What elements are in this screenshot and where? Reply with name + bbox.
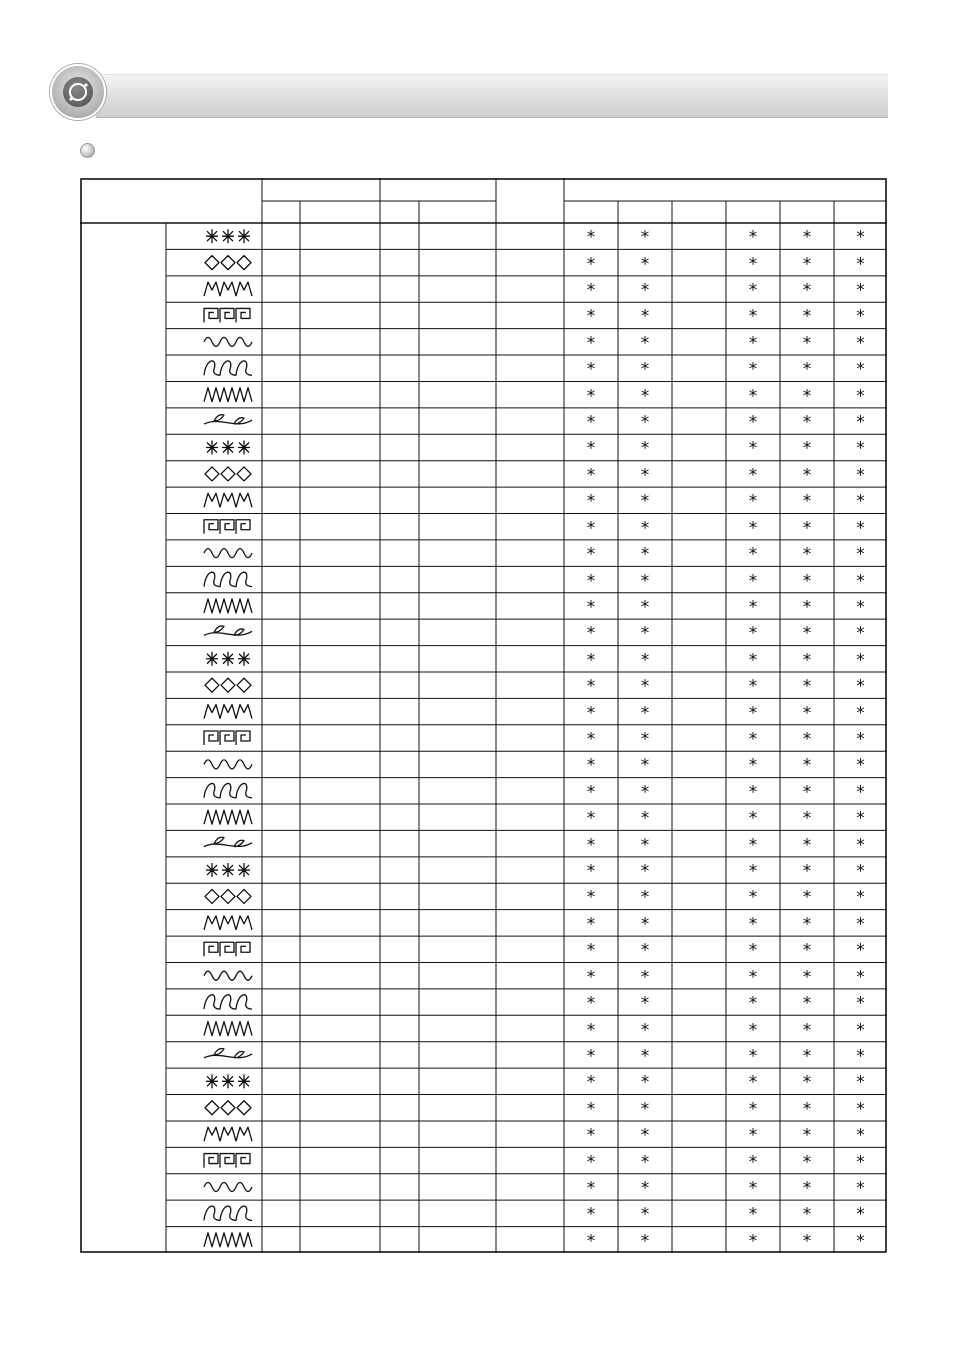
support-marker: * [748,518,758,539]
support-marker: * [640,254,650,275]
support-marker: * [748,623,758,644]
support-marker: * [802,571,812,592]
support-marker: * [586,227,596,248]
stitch-pattern-cell [206,1074,250,1088]
support-marker: * [640,412,650,433]
support-marker: * [748,1231,758,1252]
support-marker: * [856,227,865,248]
support-marker: * [586,491,596,512]
support-marker: * [748,465,758,486]
curl-vine-row-icon [204,1206,252,1220]
support-marker: * [640,861,650,882]
support-marker: * [586,597,596,618]
support-marker: * [748,650,758,671]
stitch-pattern-cell [204,837,252,846]
stitch-pattern-cell [204,995,252,1009]
support-marker: * [856,1125,865,1146]
support-marker: * [640,571,650,592]
support-marker: * [748,438,758,459]
arrow-bow-row-icon [204,942,250,956]
swirl-row-icon [204,731,250,745]
support-marker: * [640,491,650,512]
support-marker: * [640,1152,650,1173]
support-marker: * [802,623,812,644]
stitch-pattern-cell [204,760,252,769]
support-marker: * [856,755,865,776]
support-marker: * [748,703,758,724]
cup-row-icon [204,783,252,797]
support-marker: * [640,835,650,856]
support-marker: * [856,465,865,486]
support-marker: * [586,544,596,565]
stitch-pattern-cell [204,1022,252,1036]
stitch-pattern-cell [204,599,252,613]
support-marker: * [586,1178,596,1199]
stitch-pattern-cell [204,415,252,424]
support-marker: * [802,1046,812,1067]
support-marker: * [748,914,758,935]
support-marker: * [856,729,865,750]
support-marker: * [586,571,596,592]
support-marker: * [586,676,596,697]
stitch-pattern-cell [204,572,252,586]
support-marker: * [856,1072,865,1093]
support-marker: * [856,1152,865,1173]
support-marker: * [856,1204,865,1225]
support-marker: * [802,861,812,882]
support-marker: * [802,333,812,354]
support-marker: * [586,967,596,988]
support-marker: * [586,623,596,644]
support-marker: * [748,306,758,327]
stitch-pattern-cell [204,337,252,346]
support-marker: * [856,597,865,618]
support-marker: * [748,280,758,301]
support-marker: * [640,1178,650,1199]
support-marker: * [856,333,865,354]
cross-stitch-row-icon [204,493,252,507]
support-marker: * [748,1152,758,1173]
support-marker: * [802,1072,812,1093]
support-marker: * [640,306,650,327]
support-marker: * [748,808,758,829]
support-marker: * [586,808,596,829]
support-marker: * [856,254,865,275]
stitch-pattern-cell [205,678,251,692]
support-marker: * [640,544,650,565]
support-marker: * [586,940,596,961]
triangle-row-icon [204,361,252,375]
support-marker: * [748,1020,758,1040]
snowflake-row-icon [206,229,250,243]
support-marker: * [748,333,758,354]
support-marker: * [748,676,758,697]
stitch-pattern-cell [204,1182,252,1191]
stitch-pattern-cell [204,705,252,719]
support-marker: * [640,914,650,935]
support-marker: * [802,1152,812,1173]
support-marker: * [586,306,596,327]
support-marker: * [748,571,758,592]
support-marker: * [640,1046,650,1067]
support-marker: * [748,729,758,750]
support-marker: * [856,782,865,803]
stitch-pattern-cell [206,652,250,666]
greek-key-row-icon [204,415,252,424]
table-border [81,179,886,1252]
support-marker: * [856,1046,865,1067]
support-marker: * [802,887,812,908]
support-marker: * [748,1178,758,1199]
support-marker: * [802,755,812,776]
stitch-pattern-cell [206,863,250,877]
loop-row-icon [204,837,252,846]
support-marker: * [856,518,865,539]
branch-row-icon [204,1022,252,1036]
vine-row-icon [204,760,252,769]
bobbin-icon [63,77,93,107]
support-marker: * [586,1072,596,1093]
support-marker: * [802,782,812,803]
support-marker: * [586,1046,596,1067]
feather-row-icon [204,995,252,1009]
support-marker: * [856,491,865,512]
support-marker: * [748,993,758,1014]
support-marker: * [640,438,650,459]
support-marker: * [640,993,650,1014]
support-marker: * [856,412,865,433]
support-marker: * [856,306,865,327]
support-marker: * [802,940,812,961]
support-marker: * [586,386,596,407]
support-marker: * [640,465,650,486]
support-marker: * [802,491,812,512]
support-marker: * [856,835,865,856]
support-marker: * [748,1125,758,1146]
support-marker: * [802,835,812,856]
support-marker: * [586,729,596,750]
support-marker: * [640,1204,650,1225]
stitch-pattern-cell [204,783,252,797]
circle-loop-row-icon [204,810,252,824]
support-marker: * [856,623,865,644]
stitch-pattern-cell [205,467,251,481]
stitch-pattern-cell [206,229,250,243]
support-marker: * [586,1152,596,1173]
stitch-pattern-cell [204,549,252,558]
support-marker: * [640,782,650,803]
support-marker: * [586,1204,596,1225]
stitch-pattern-cell [204,1206,252,1220]
stitch-pattern-cell [204,626,252,635]
stitch-pattern-cell [204,520,250,534]
stitch-pattern-cell [205,256,251,270]
fern-row-icon [204,1049,252,1058]
support-marker: * [640,518,650,539]
support-marker: * [748,597,758,618]
support-marker: * [640,280,650,301]
support-marker: * [856,1099,865,1120]
support-marker: * [802,465,812,486]
support-marker: * [856,438,865,459]
support-marker: * [748,359,758,380]
serpentine-row-icon [205,889,251,903]
support-marker: * [586,861,596,882]
support-marker: * [586,412,596,433]
support-marker: * [856,1020,865,1040]
support-marker: * [748,782,758,803]
support-marker: * [856,571,865,592]
support-marker: * [640,650,650,671]
support-marker: * [802,518,812,539]
stitch-pattern-cell [204,1127,252,1141]
stitch-pattern-cell [204,971,252,980]
support-marker: * [748,491,758,512]
wave-row-icon [204,705,252,719]
support-marker: * [802,306,812,327]
support-marker: * [802,1125,812,1146]
support-marker: * [856,887,865,908]
support-marker: * [856,861,865,882]
support-marker: * [802,967,812,988]
stitch-pattern-cell [204,1233,252,1247]
support-marker: * [748,1046,758,1067]
header-band [96,74,888,118]
header-badge [50,64,106,120]
support-marker: * [748,1072,758,1093]
ornament-row-icon [204,626,252,635]
leaf-curl-row-icon [204,1233,252,1247]
support-marker: * [802,914,812,935]
support-marker: * [748,755,758,776]
support-marker: * [802,386,812,407]
support-marker: * [802,254,812,275]
support-marker: * [748,861,758,882]
support-marker: * [640,1099,650,1120]
stitch-pattern-cell [204,942,250,956]
support-marker: * [748,887,758,908]
support-marker: * [640,359,650,380]
support-marker: * [586,1099,596,1120]
stitch-pattern-cell [204,916,252,930]
support-marker: * [802,1178,812,1199]
support-marker: * [640,1231,650,1252]
daisy-vine-row-icon [204,1182,252,1191]
support-marker: * [748,835,758,856]
support-marker: * [748,544,758,565]
support-marker: * [640,333,650,354]
support-marker: * [856,359,865,380]
support-marker: * [856,1178,865,1199]
support-marker: * [748,940,758,961]
support-marker: * [856,703,865,724]
support-marker: * [586,254,596,275]
support-marker: * [802,1231,812,1252]
support-marker: * [856,993,865,1014]
support-marker: * [748,1099,758,1120]
spiral-row-icon [205,678,251,692]
support-marker: * [802,412,812,433]
stitch-pattern-cell [205,1101,251,1115]
support-marker: * [586,1231,596,1252]
linked-key-row-icon [206,440,250,454]
support-marker: * [802,1099,812,1120]
support-marker: * [640,623,650,644]
support-marker: * [586,1125,596,1146]
fleur-row-icon [204,1154,250,1168]
support-marker: * [856,676,865,697]
support-marker: * [640,386,650,407]
support-marker: * [586,782,596,803]
support-marker: * [856,544,865,565]
support-marker: * [586,703,596,724]
stitch-pattern-cell [204,388,252,402]
square-wave-row-icon [205,467,251,481]
support-marker: * [586,359,596,380]
support-marker: * [586,887,596,908]
support-marker: * [640,676,650,697]
support-marker: * [802,438,812,459]
support-marker: * [802,280,812,301]
arrow-scroll-row-icon [206,652,250,666]
support-marker: * [586,993,596,1014]
support-marker: * [802,544,812,565]
support-marker: * [856,914,865,935]
support-marker: * [802,676,812,697]
stitch-pattern-cell [204,731,250,745]
support-marker: * [640,887,650,908]
diamond-flower-row-icon [205,256,251,270]
stitch-pattern-cell [204,308,250,322]
support-marker: * [748,1204,758,1225]
support-marker: * [586,333,596,354]
support-marker: * [586,755,596,776]
support-marker: * [748,386,758,407]
curl-wave-row-icon [204,337,252,346]
support-marker: * [802,1204,812,1225]
bow-tie-row-icon [204,916,252,930]
support-marker: * [640,1072,650,1093]
leaf-row-icon [205,1101,251,1115]
support-marker: * [640,940,650,961]
support-marker: * [748,967,758,988]
support-marker: * [640,967,650,988]
arrow-chevron-row-icon [204,388,252,402]
support-marker: * [856,650,865,671]
support-marker: * [802,1020,812,1040]
support-marker: * [586,650,596,671]
stitch-pattern-cell [204,1049,252,1058]
support-marker: * [640,808,650,829]
support-marker: * [586,835,596,856]
stitch-pattern-cell [204,493,252,507]
support-marker: * [640,703,650,724]
support-marker: * [802,808,812,829]
support-marker: * [856,940,865,961]
support-marker: * [856,280,865,301]
stitch-pattern-cell [205,889,251,903]
support-marker: * [856,386,865,407]
stitch-pattern-cell [206,440,250,454]
support-marker: * [856,967,865,988]
stitch-pattern-cell [204,361,252,375]
support-marker: * [640,1020,650,1040]
support-marker: * [640,597,650,618]
bell-arch-row-icon [204,971,252,980]
support-marker: * [802,993,812,1014]
support-marker: * [802,597,812,618]
support-marker: * [586,1020,596,1040]
support-marker: * [748,254,758,275]
stitch-pattern-cell [204,810,252,824]
flower-bud-row-icon [204,1127,252,1141]
support-marker: * [640,227,650,248]
support-marker: * [586,914,596,935]
support-marker: * [640,755,650,776]
support-marker: * [856,1231,865,1252]
stitch-table [80,178,887,1253]
lotus-row-icon [204,572,252,586]
support-marker: * [586,280,596,301]
support-marker: * [586,465,596,486]
support-marker: * [748,412,758,433]
star-flower-row-icon [204,282,252,296]
pointed-arch-row-icon [204,308,250,322]
support-marker: * [802,227,812,248]
herringbone-row-icon [206,1074,250,1088]
support-marker: * [586,518,596,539]
support-marker: * [802,359,812,380]
support-marker: * [640,1125,650,1146]
slanted-loop-row-icon [206,863,250,877]
section-bullet-icon [80,143,95,158]
support-marker: * [748,227,758,248]
support-marker: * [802,703,812,724]
table-grid-lines [80,178,887,1253]
loop-garland-row-icon [204,549,252,558]
stitch-pattern-cell [204,282,252,296]
support-marker: * [856,808,865,829]
support-marker: * [586,438,596,459]
support-marker: * [802,650,812,671]
support-marker: * [640,729,650,750]
leaf-scroll-row-icon [204,520,250,534]
stitch-pattern-cell [204,1154,250,1168]
bead-scroll-row-icon [204,599,252,613]
support-marker: * [802,729,812,750]
